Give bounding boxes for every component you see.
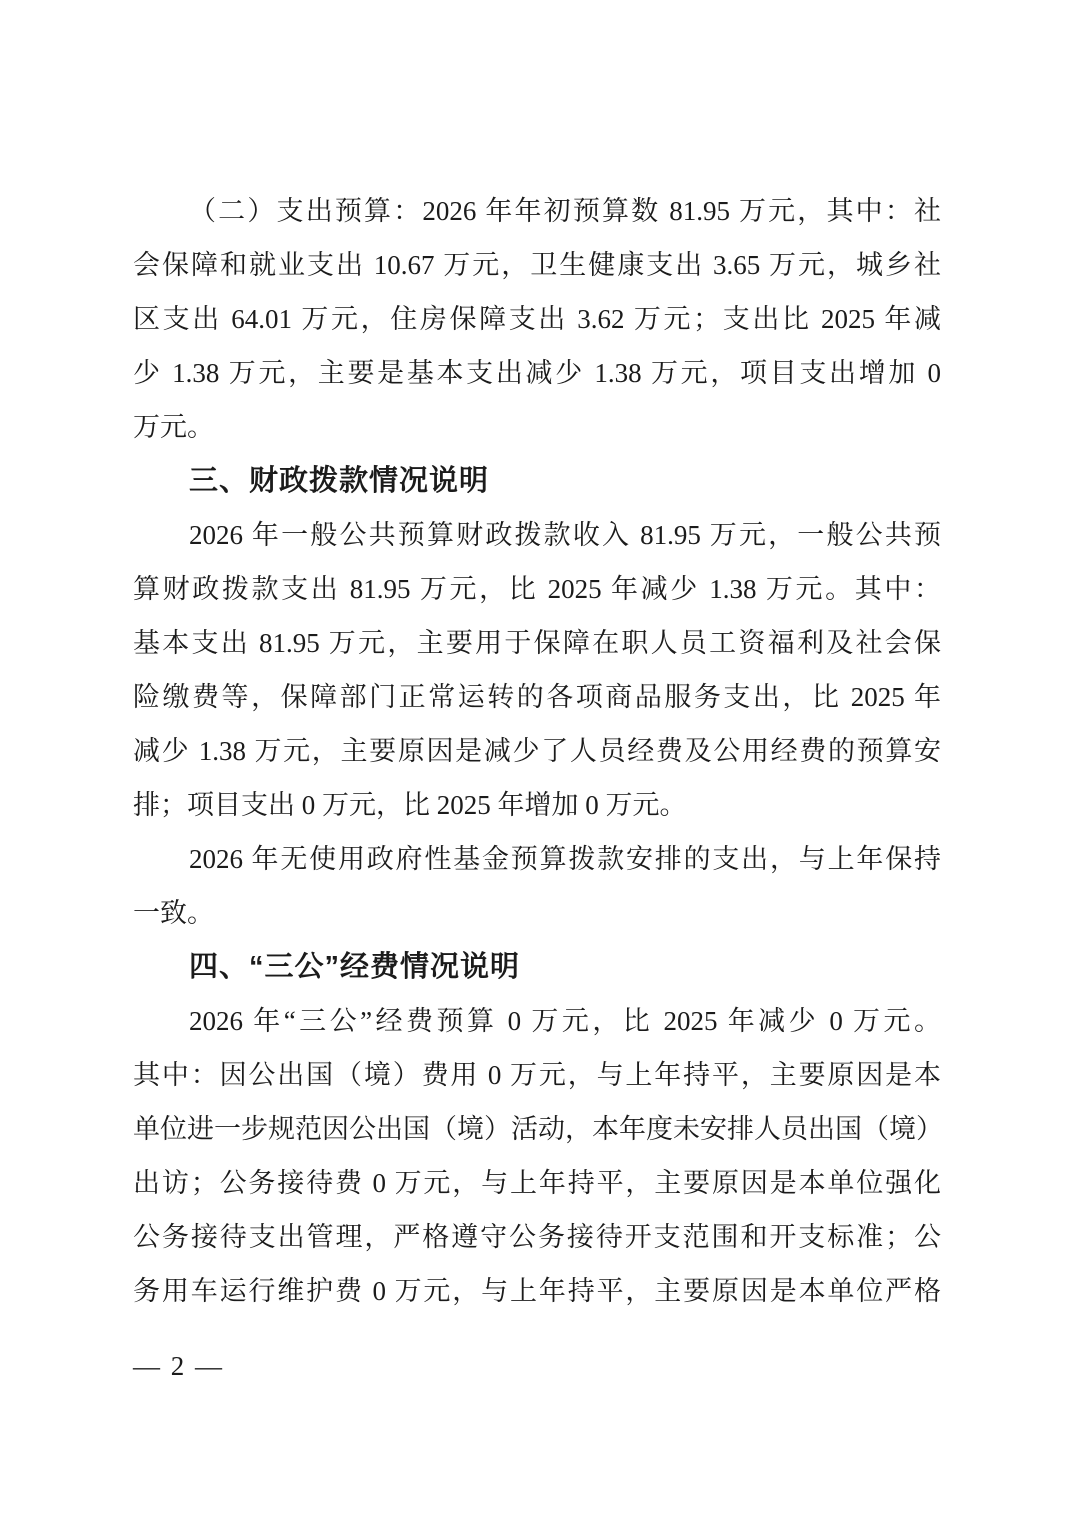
paragraph-line: 区支出 64.01 万元，住房保障支出 3.62 万元；支出比 2025 年减 xyxy=(133,304,941,334)
paragraph-line: 排；项目支出 0 万元，比 2025 年增加 0 万元。 xyxy=(133,790,687,820)
paragraph-line: 2026 年“三公”经费预算 0 万元，比 2025 年减少 0 万元。 xyxy=(189,1006,941,1036)
paragraph-line: 少 1.38 万元，主要是基本支出减少 1.38 万元，项目支出增加 0 xyxy=(133,358,941,388)
paragraph-line: 算财政拨款支出 81.95 万元，比 2025 年减少 1.38 万元。其中： xyxy=(133,574,941,604)
paragraph-line: 一致。 xyxy=(133,898,214,928)
paragraph-line: 基本支出 81.95 万元，主要用于保障在职人员工资福利及社会保 xyxy=(133,628,941,658)
document-body xyxy=(133,184,941,1318)
section-heading-three-public-expenses: 四、“三公”经费情况说明 xyxy=(189,951,521,983)
page-number: — 2 — xyxy=(133,1351,224,1381)
section-heading-fiscal-appropriation: 三、财政拨款情况说明 xyxy=(189,465,490,497)
paragraph-line: 单位进一步规范因公出国（境）活动，本年度未安排人员出国（境） xyxy=(133,1114,941,1144)
paragraph-line: 险缴费等，保障部门正常运转的各项商品服务支出，比 2025 年 xyxy=(133,682,941,712)
paragraph-line: 减少 1.38 万元，主要原因是减少了人员经费及公用经费的预算安 xyxy=(133,736,941,766)
paragraph-line: 万元。 xyxy=(133,412,214,442)
paragraph-line: 出访；公务接待费 0 万元，与上年持平，主要原因是本单位强化 xyxy=(133,1168,941,1198)
paragraph-line: 2026 年一般公共预算财政拨款收入 81.95 万元，一般公共预 xyxy=(189,520,941,550)
paragraph-line: 会保障和就业支出 10.67 万元，卫生健康支出 3.65 万元，城乡社 xyxy=(133,250,941,280)
paragraph-line: 2026 年无使用政府性基金预算拨款安排的支出，与上年保持 xyxy=(189,844,941,874)
paragraph-line: 公务接待支出管理，严格遵守公务接待开支范围和开支标准；公 xyxy=(133,1222,941,1252)
paragraph-line: 务用车运行维护费 0 万元，与上年持平，主要原因是本单位严格 xyxy=(133,1276,941,1306)
paragraph-line: 其中：因公出国（境）费用 0 万元，与上年持平，主要原因是本 xyxy=(133,1060,941,1090)
paragraph-line: （二）支出预算：2026 年年初预算数 81.95 万元，其中：社 xyxy=(189,196,941,226)
